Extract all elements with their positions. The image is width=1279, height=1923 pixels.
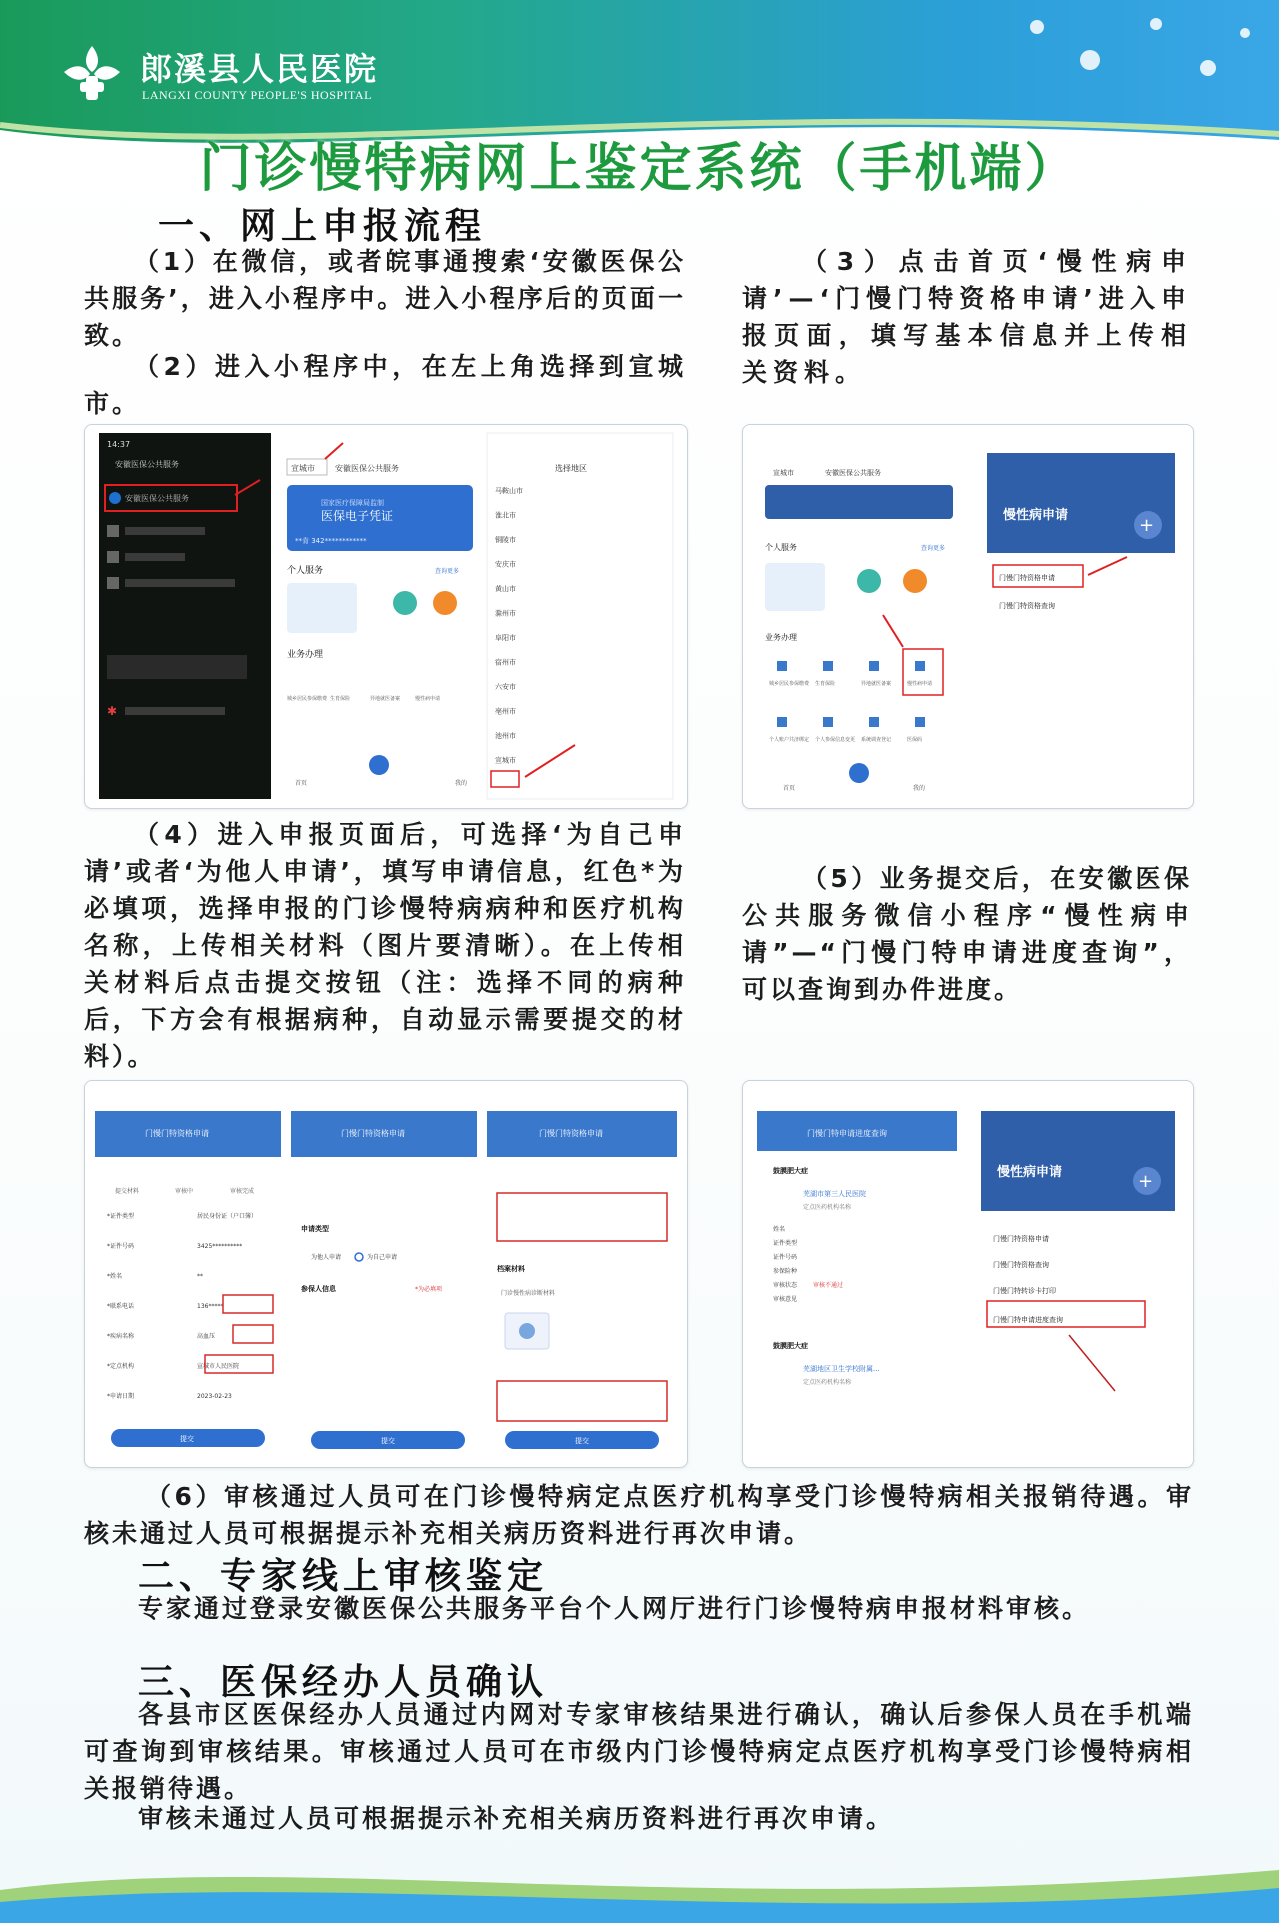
more-1: 查询更多 xyxy=(435,568,460,575)
apply-type: 申请类型 xyxy=(301,1225,329,1233)
form-field-label: *定点机构 xyxy=(107,1363,135,1370)
progress-title: 门慢门特申请进度查询 xyxy=(807,1129,887,1138)
biz-item-label: 城乡居民参保缴费 xyxy=(769,681,810,687)
section3-heading: 三、医保经办人员确认 xyxy=(138,1662,549,1703)
screenshot1-svg xyxy=(85,425,687,808)
biz-icon xyxy=(777,717,787,727)
biz-item-label: 异地就医备案 xyxy=(861,681,892,687)
panel-title-4: 慢性病申请 xyxy=(997,1165,1063,1180)
form-field-value: 居民身份证（户口簿） xyxy=(197,1213,258,1220)
form-field-value: 2023-02-23 xyxy=(197,1393,232,1400)
biz-icon xyxy=(777,661,787,671)
svg-text:+: + xyxy=(1139,515,1155,536)
card-title: 医保电子凭证 xyxy=(321,509,394,523)
wechat-result: 安徽医保公共服务 xyxy=(125,494,189,503)
form-field-label: *姓名 xyxy=(107,1273,123,1280)
step6-text: （6）审核通过人员可在门诊慢特病定点医疗机构享受门诊慢特病相关报销待遇。审核未通过人员可根据提示补充相关病历资料进行再次申请。 xyxy=(84,1482,1194,1548)
biz-item-label: 系统调查登记 xyxy=(861,737,892,743)
city-item: 铜陵市 xyxy=(495,536,516,544)
disease1: 鼓膜肥大症 xyxy=(773,1167,808,1175)
city-item: 淮北市 xyxy=(495,511,516,520)
progress-label: 证件类型 xyxy=(773,1240,798,1247)
submit-a: 提交 xyxy=(180,1435,194,1443)
business-2: 业务办理 xyxy=(765,633,797,642)
personal-service-2: 个人服务 xyxy=(765,543,797,552)
panel-menu-item: 门慢门特资格申请 xyxy=(993,1235,1049,1243)
panel-menu-item: 门慢门特申请进度查询 xyxy=(993,1316,1063,1324)
for-self: 为自己申请 xyxy=(367,1254,398,1261)
bubble xyxy=(1080,50,1100,70)
menu2-1: 门慢门特资格申请 xyxy=(999,574,1055,582)
progress-label: 参保险种 xyxy=(773,1268,798,1275)
biz-item-1-2: 异地就医备案 xyxy=(370,696,401,702)
bubble xyxy=(1240,28,1250,38)
biz-icon xyxy=(869,717,879,727)
applicant-info: 参保人信息 xyxy=(301,1285,336,1293)
city-item: 黄山市 xyxy=(495,585,516,593)
screenshot3-svg xyxy=(85,1081,687,1467)
card-number: **肯 342************ xyxy=(295,537,367,545)
page-title: 门诊慢特病网上鉴定系统（手机端） xyxy=(199,139,1080,199)
app-title-1: 安徽医保公共服务 xyxy=(335,464,399,473)
form-field-label: *疾病名称 xyxy=(107,1333,135,1340)
section2-text: 专家通过登录安徽医保公共服务平台个人网厅进行门诊慢特病申报材料审核。 xyxy=(138,1594,1091,1623)
biz-item-1-0: 城乡居民参保缴费 xyxy=(287,696,328,702)
city-item: 马鞍山市 xyxy=(495,487,523,495)
biz-icon xyxy=(823,717,833,727)
biz-item-label: 医保码 xyxy=(907,737,923,743)
progress-label: 审核意见 xyxy=(773,1296,798,1303)
city-select-1: 宣城市 xyxy=(291,464,315,473)
bubble xyxy=(1200,60,1216,76)
bottom-wave xyxy=(0,1830,1279,1923)
form-field-label: *申请日期 xyxy=(107,1393,135,1400)
step-a-0: 提交材料 xyxy=(115,1188,140,1195)
biz-item-label: 慢性病申请 xyxy=(907,681,933,687)
form-field-value: 高血压 xyxy=(197,1333,216,1340)
city-item: 宿州市 xyxy=(495,658,516,667)
step-a-2: 审核完成 xyxy=(230,1188,255,1195)
hospital-label-1: 定点医药机构名称 xyxy=(803,1204,852,1211)
panel-menu-item: 门慢门特资格查询 xyxy=(993,1261,1049,1269)
screenshot-apply-form xyxy=(84,1080,688,1468)
svg-text:+: + xyxy=(1138,1171,1154,1192)
screenshot4-svg xyxy=(743,1081,1193,1467)
city-item: 滁州市 xyxy=(495,609,516,618)
hospital1: 芜湖市第三人民医院 xyxy=(803,1190,866,1198)
nav-mine-1: 我的 xyxy=(455,780,468,787)
city-item: 亳州市 xyxy=(495,707,516,716)
form-field-label: *证件类型 xyxy=(107,1213,135,1220)
form-field-value: 宣城市人民医院 xyxy=(197,1363,240,1370)
upload-label: 门诊慢性病诊断材料 xyxy=(501,1290,556,1297)
nav-home-2: 首页 xyxy=(783,785,796,792)
biz-item-label: 个人账户共济绑定 xyxy=(769,737,810,743)
hospital2: 芜湖地区卫生学校附属... xyxy=(803,1365,880,1373)
status-value: 审核不通过 xyxy=(813,1282,844,1289)
nav-mine-2: 我的 xyxy=(913,785,926,792)
step3-text: （3）点击首页‘慢性病申请’—‘门慢门特资格申请’进入申报页面，填写基本信息并上传相关资料。 xyxy=(742,247,1192,387)
form-field-value: 3425********** xyxy=(197,1243,243,1250)
form-field-label: *证件号码 xyxy=(107,1243,135,1250)
submit-c: 提交 xyxy=(575,1437,589,1445)
progress-label: 姓名 xyxy=(773,1226,786,1233)
form-title-c: 门慢门特资格申请 xyxy=(539,1129,603,1138)
progress-label: 审核状态 xyxy=(773,1282,798,1289)
biz-icon xyxy=(823,661,833,671)
form-title-b: 门慢门特资格申请 xyxy=(341,1129,405,1138)
city-select-2: 宣城市 xyxy=(773,469,794,477)
biz-icon xyxy=(915,717,925,727)
more-2: 查询更多 xyxy=(921,545,946,552)
biz-item-1-3: 慢性病申请 xyxy=(415,696,441,702)
progress-label: 证件号码 xyxy=(773,1254,798,1261)
step4-text: （4）进入申报页面后，可选择‘为自己申请’或者‘为他人申请’，填写申请信息，红色*为必填项，选择申报的门诊慢特病病种和医疗机构名称，上传相关材料（图片要清晰）。在上传相关材料后点击提交按钮（注：选择不同的病种后，下方会有根据病种，自动显示需要提交的材料）。 xyxy=(84,820,686,1071)
screenshot-chronic-apply xyxy=(742,424,1194,809)
card-sub: 国家医疗保障局监制 xyxy=(321,499,384,507)
disease2: 鼓膜肥大症 xyxy=(773,1342,808,1350)
biz-item-1-1: 生育保险 xyxy=(330,696,351,702)
wechat-search: 安徽医保公共服务 xyxy=(115,460,179,469)
step-a-1: 审核中 xyxy=(175,1188,194,1195)
bubble xyxy=(1150,18,1162,30)
panel-menu-item: 门慢门特转诊卡打印 xyxy=(993,1287,1056,1295)
step1-text: （1）在微信，或者皖事通搜索‘安徽医保公共服务’，进入小程序中。进入小程序后的页面一致。 xyxy=(84,247,686,350)
hospital-logo-icon xyxy=(60,42,124,106)
form-field-value: ** xyxy=(197,1273,203,1280)
step5-text: （5）业务提交后，在安徽医保公共服务微信小程序“慢性病申请”—“门慢门特申请进度查询”，可以查询到办件进度。 xyxy=(742,864,1192,1004)
city-item: 宣城市 xyxy=(495,756,516,765)
materials: 档案材料 xyxy=(497,1265,525,1273)
city-item: 阜阳市 xyxy=(495,634,516,642)
screenshot2-svg xyxy=(743,425,1193,808)
section3-text2: 审核未通过人员可根据提示补充相关病历资料进行再次申请。 xyxy=(138,1804,895,1833)
svg-text:✱: ✱ xyxy=(107,704,118,718)
hospital-label-2: 定点医药机构名称 xyxy=(803,1379,852,1386)
for-other: 为他人申请 xyxy=(311,1254,342,1261)
biz-item-label: 个人参保信息变更 xyxy=(815,737,856,743)
biz-icon xyxy=(869,661,879,671)
section3-text1: 各县市区医保经办人员通过内网对专家审核结果进行确认，确认后参保人员在手机端可查询到审核结果。审核通过人员可在市级内门诊慢特病定点医疗机构享受门诊慢特病相关报销待遇。 xyxy=(84,1700,1194,1803)
section2-heading: 二、专家线上审核鉴定 xyxy=(138,1556,549,1597)
business-1: 业务办理 xyxy=(287,650,324,660)
biz-item-label: 生育保险 xyxy=(815,681,836,687)
form-title-a: 门慢门特资格申请 xyxy=(145,1129,209,1138)
region-title: 选择地区 xyxy=(555,464,587,473)
panel-title-2: 慢性病申请 xyxy=(1003,508,1069,523)
city-item: 六安市 xyxy=(495,683,516,691)
hospital-name-cn: 郎溪县人民医院 xyxy=(140,50,379,88)
city-item: 池州市 xyxy=(495,732,516,740)
nav-home-1: 首页 xyxy=(295,780,308,787)
form-field-value: 136***** xyxy=(197,1303,224,1310)
hospital-name-en: LANGXI COUNTY PEOPLE'S HOSPITAL xyxy=(142,88,372,102)
menu2-2: 门慢门特资格查询 xyxy=(999,602,1055,610)
bubble xyxy=(1030,20,1044,34)
app-title-2: 安徽医保公共服务 xyxy=(825,469,881,477)
screenshot-miniprogram-search xyxy=(84,424,688,809)
personal-service-1: 个人服务 xyxy=(287,566,324,576)
form-field-label: *联系电话 xyxy=(107,1303,135,1310)
wechat-time: 14:37 xyxy=(107,440,131,449)
submit-b: 提交 xyxy=(381,1437,395,1445)
biz-icon xyxy=(915,661,925,671)
screenshot-progress-query xyxy=(742,1080,1194,1468)
city-item: 安庆市 xyxy=(495,560,516,569)
step2-text: （2）进入小程序中，在左上角选择到宣城市。 xyxy=(84,352,686,418)
section1-heading: 一、网上申报流程 xyxy=(158,206,487,247)
required-note: *为必填项 xyxy=(415,1286,443,1293)
